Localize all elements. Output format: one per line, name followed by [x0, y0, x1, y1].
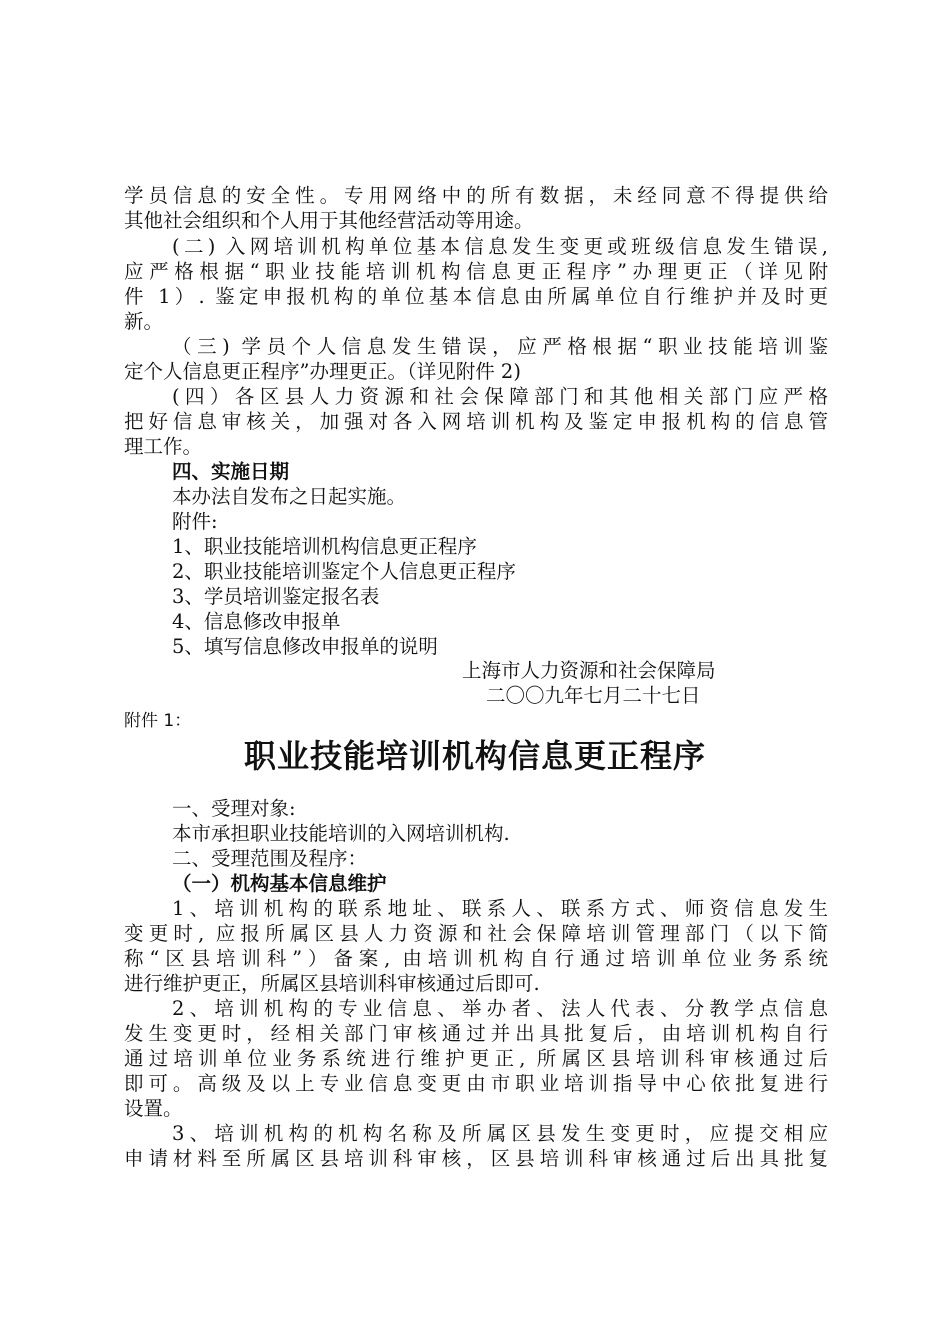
paragraph-line: 2、培训机构的专业信息、举办者、法人代表、分教学点信息: [172, 997, 828, 1020]
effective-date-text: 本办法自发布之日起实施。: [172, 485, 407, 508]
attachment-item: 3、学员培训鉴定报名表: [172, 585, 380, 608]
paragraph-line: 设置。: [124, 1097, 183, 1120]
paragraph-line: 发生变更时，经相关部门审核通过并出具批复后，由培训机构自行: [124, 1022, 828, 1045]
paragraph-line: (二) 入网培训机构单位基本信息发生变更或班级信息发生错误,: [172, 235, 828, 258]
paragraph-line: 称“区县培训科”）备案, 由培训机构自行通过培训单位业务系统: [124, 947, 828, 970]
paragraph-line: (四）各区县人力资源和社会保障部门和其他相关部门应严格: [172, 385, 828, 408]
paragraph-line: 件 1）. 鉴定申报机构的单位基本信息由所属单位自行维护并及时更: [124, 285, 828, 308]
attachment-item: 5、填写信息修改申报单的说明: [172, 635, 438, 658]
paragraph-line: 把好信息审核关，加强对各入网培训机构及鉴定申报机构的信息管: [124, 410, 828, 433]
paragraph-line: 本市承担职业技能培训的入网培训机构.: [172, 822, 510, 845]
attachments-label: 附件:: [172, 510, 218, 533]
section-heading: 二、受理范围及程序：: [172, 847, 368, 870]
paragraph-line: 通过培训单位业务系统进行维护更正, 所属区县培训科审核通过后: [124, 1047, 828, 1070]
appendix-title: 职业技能培训机构信息更正程序: [243, 737, 706, 775]
paragraph-line: 应严格根据“职业技能培训机构信息更正程序”办理更正（详见附: [124, 260, 828, 283]
attachment-item: 2、职业技能培训鉴定个人信息更正程序: [172, 560, 516, 583]
appendix-label: 附件 1：: [124, 711, 192, 731]
paragraph-line: （三) 学员个人信息发生错误，应严格根据“职业技能培训鉴: [172, 335, 828, 358]
paragraph-line: 3、培训机构的机构名称及所属区县发生变更时，应提交相应: [172, 1122, 828, 1145]
paragraph-line: 新。: [124, 310, 164, 333]
attachment-item: 1、职业技能培训机构信息更正程序: [172, 535, 477, 558]
paragraph-line: 变更时, 应报所属区县人力资源和社会保障培训管理部门（以下简: [124, 922, 828, 945]
section-heading: 四、实施日期: [172, 460, 290, 483]
paragraph-line: 1、培训机构的联系地址、联系人、联系方式、师资信息发生: [172, 897, 828, 920]
issue-date: 二〇〇九年七月二十七日: [486, 684, 701, 707]
paragraph-line: 定个人信息更正程序”办理更正。（详见附件 2): [124, 360, 521, 383]
section-heading: 一、受理对象:: [172, 797, 296, 820]
subsection-heading: （一）机构基本信息维护: [172, 872, 387, 895]
paragraph-line: 其他社会组织和个人用于其他经营活动等用途。: [124, 209, 534, 232]
paragraph-line: 理工作。: [124, 435, 203, 458]
attachment-item: 4、信息修改申报单: [172, 610, 341, 633]
paragraph-line: 即可。高级及以上专业信息变更由市职业培训指导中心依批复进行: [124, 1072, 828, 1095]
paragraph-line: 进行维护更正，所属区县培训科审核通过后即可.: [124, 972, 540, 995]
issuer-signature: 上海市人力资源和社会保障局: [462, 659, 716, 682]
paragraph-line: 申请材料至所属区县培训科审核，区县培训科审核通过后出具批复: [124, 1147, 828, 1170]
paragraph-line: 学员信息的安全性。专用网络中的所有数据，未经同意不得提供给: [124, 184, 828, 207]
